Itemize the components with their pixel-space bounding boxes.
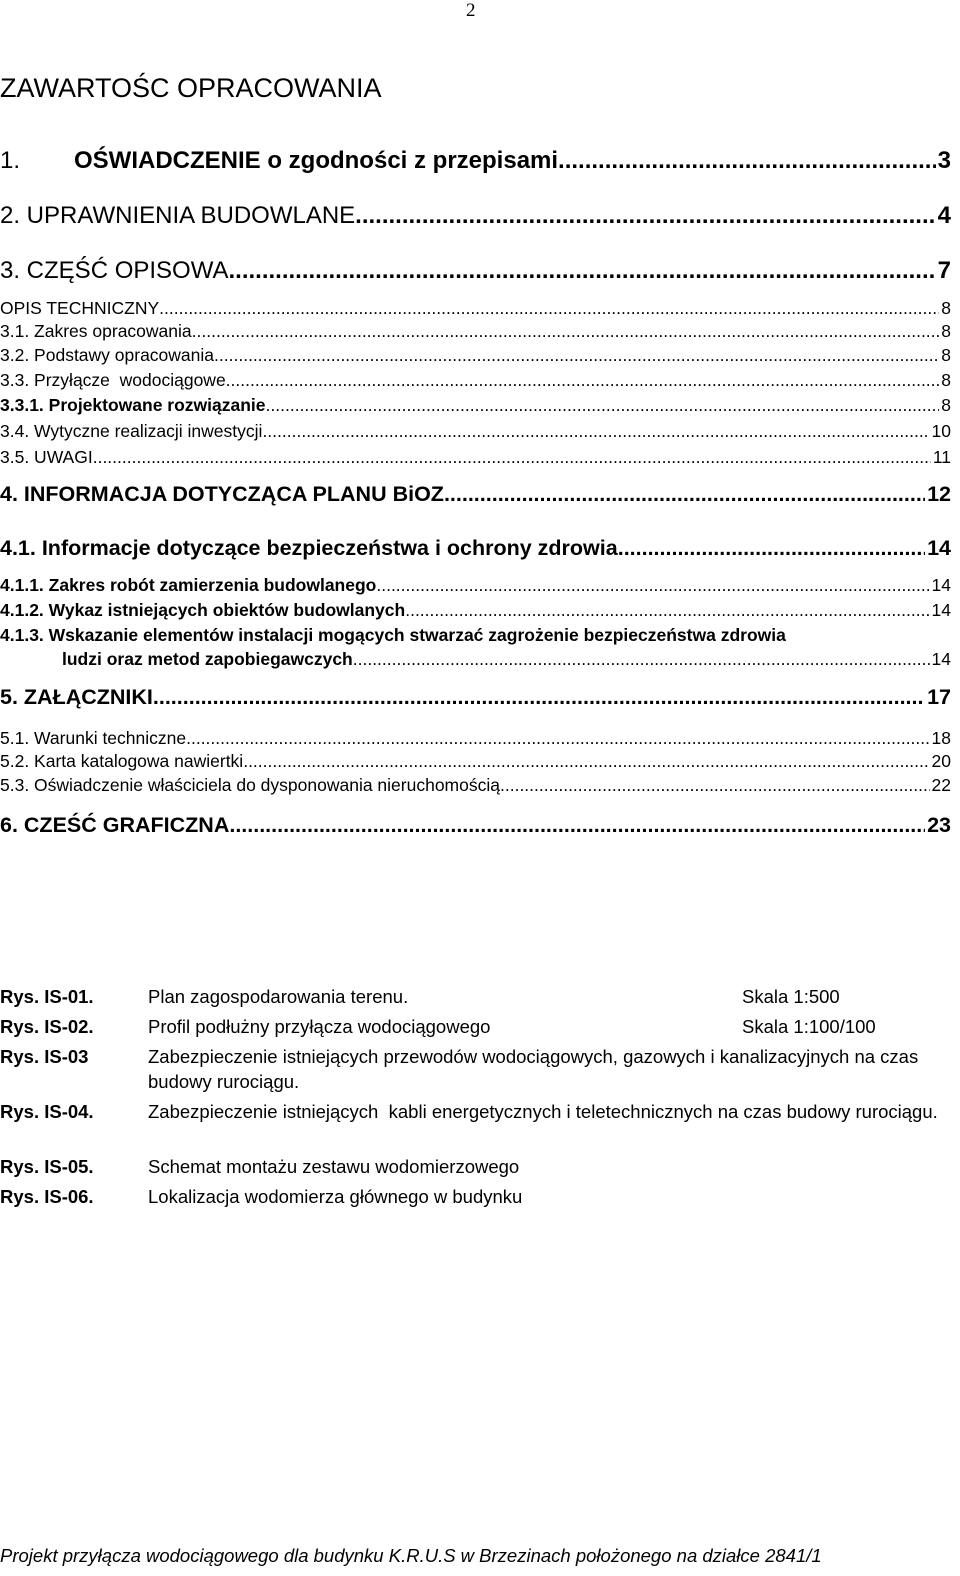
- toc-entry[interactable]: [0, 369, 951, 391]
- drawing-title: Lokalizacja wodomierza głównego w budynku: [148, 1186, 523, 1207]
- toc-entry-text: 6. CZEŚĆ GRAFICZNA: [0, 813, 230, 837]
- toc-leader-dots: [228, 256, 935, 286]
- toc-leader-dots: [226, 369, 940, 391]
- toc-entry-page: 8: [941, 321, 951, 341]
- toc-leader-dots: [214, 344, 939, 366]
- drawing-code: Rys. IS-05.: [0, 1156, 94, 1177]
- toc-leader-dots: [243, 750, 929, 772]
- toc-entry-page: 11: [932, 447, 951, 467]
- toc-entry-page: 20: [931, 751, 951, 771]
- drawing-code: Rys. IS-01.: [0, 986, 94, 1007]
- drawing-title: Schemat montażu zestawu wodomierzowego: [148, 1156, 520, 1177]
- toc-entry-text: 5.2. Karta katalogowa nawiertki: [0, 751, 244, 771]
- toc-entry-page: 3: [937, 147, 951, 174]
- toc-entry-text-continued: ludzi oraz metod zapobiegawczych: [62, 649, 353, 669]
- toc-leader-dots: [376, 574, 929, 596]
- drawing-title: Zabezpieczenie istniejących kabli energetycznych i teletechnicznych na czas budowy rurociągu.: [148, 1101, 938, 1122]
- toc-entry[interactable]: [0, 446, 951, 468]
- toc-entry-text: 3.3. Przyłącze wodociągowe: [0, 370, 226, 390]
- toc-entry[interactable]: [0, 599, 951, 621]
- toc-entry-page: 23: [927, 813, 951, 837]
- toc-entry-page: 8: [941, 345, 951, 365]
- toc-entry[interactable]: [0, 750, 951, 772]
- toc-entry-page: 14: [931, 575, 951, 595]
- drawing-scale: Skala 1:100/100: [742, 1016, 876, 1037]
- toc-entry[interactable]: [0, 480, 951, 508]
- toc-entry-text: 4.1.2. Wykaz istniejących obiektów budowlanych: [0, 600, 406, 620]
- toc-entry[interactable]: [0, 683, 951, 711]
- toc-entry-page: 14: [931, 600, 951, 620]
- toc-entry-text: 3.5. UWAGI: [0, 447, 93, 467]
- toc-leader-dots: [93, 446, 931, 468]
- toc-leader-dots: [186, 727, 929, 749]
- toc-entry-page: 4: [937, 202, 951, 229]
- toc-entry-page: 14: [931, 649, 951, 669]
- toc-leader-dots: [159, 297, 939, 319]
- toc-entry-text: 3.1. Zakres opracowania: [0, 321, 192, 341]
- toc-entry[interactable]: [0, 774, 951, 796]
- toc-entry[interactable]: [0, 320, 951, 342]
- toc-entry[interactable]: [0, 574, 951, 596]
- drawing-code: Rys. IS-06.: [0, 1186, 94, 1207]
- drawing-code: Rys. IS-03: [0, 1046, 89, 1067]
- toc-leader-dots: [558, 146, 936, 176]
- toc-leader-dots: [153, 683, 925, 711]
- toc-entry-text: 4. INFORMACJA DOTYCZĄCA PLANU BiOZ: [0, 482, 444, 506]
- toc-entry-text: 3. CZĘŚĆ OPISOWA: [0, 257, 229, 284]
- toc-entry[interactable]: [0, 394, 951, 416]
- toc-entry-text: OŚWIADCZENIE o zgodności z przepisami: [74, 147, 559, 174]
- drawing-code: Rys. IS-04.: [0, 1101, 94, 1122]
- drawing-title: Zabezpieczenie istniejących przewodów wodociągowych, gazowych i kanalizacyjnych na czas budowy rurociągu.: [148, 1046, 919, 1092]
- toc-entry-text: 3.2. Podstawy opracowania: [0, 345, 215, 365]
- toc-entry-page: 7: [937, 257, 951, 284]
- toc-entry-text: 3.4. Wytyczne realizacji inwestycji: [0, 421, 263, 441]
- toc-leader-dots: [262, 420, 929, 442]
- toc-leader-dots: [229, 811, 925, 839]
- toc-entry-page: 8: [941, 298, 951, 318]
- toc-entry[interactable]: [0, 811, 951, 839]
- drawing-title: Plan zagospodarowania terenu.: [148, 986, 409, 1007]
- toc-entry[interactable]: [0, 344, 951, 366]
- toc-leader-dots: [192, 320, 940, 342]
- toc-entry-page: 8: [941, 370, 951, 390]
- page-number: 2: [466, 0, 476, 21]
- toc-entry-text: 2. UPRAWNIENIA BUDOWLANE: [0, 202, 356, 229]
- toc-entry[interactable]: [0, 146, 951, 176]
- toc-entry-text: 5. ZAŁĄCZNIKI: [0, 685, 153, 709]
- toc-leader-dots: [405, 599, 929, 621]
- toc-entry-text: 4.1. Informacje dotyczące bezpieczeństwa i ochrony zdrowia: [0, 536, 618, 560]
- toc-entry-text: 5.3. Oświadczenie właściciela do dysponowania nieruchomością: [0, 775, 500, 795]
- toc-entry[interactable]: [0, 623, 951, 671]
- toc-entry-number: 1.: [0, 147, 21, 174]
- toc-entry-text: 5.1. Warunki techniczne: [0, 728, 187, 748]
- toc-entry-page: 12: [927, 482, 951, 506]
- toc-entry-page: 17: [927, 685, 951, 709]
- toc-entry[interactable]: [0, 534, 951, 562]
- toc-entry-page: 18: [931, 728, 951, 748]
- toc-entry[interactable]: [0, 256, 951, 286]
- toc-entry-text: 4.1.1. Zakres robót zamierzenia budowlanego: [0, 575, 377, 595]
- toc-entry-text: 4.1.3. Wskazanie elementów instalacji mogących stwarzać zagrożenie bezpieczeństwa zdrowia: [0, 625, 786, 645]
- toc-entry[interactable]: [0, 727, 951, 749]
- drawing-title: Profil podłużny przyłącza wodociągowego: [148, 1016, 491, 1037]
- toc-entry[interactable]: [0, 297, 951, 319]
- toc-leader-dots: [444, 480, 925, 508]
- toc-entry-page: 10: [931, 421, 951, 441]
- toc-leader-dots: [353, 647, 930, 671]
- toc-entry-text: 3.3.1. Projektowane rozwiązanie: [0, 395, 266, 415]
- toc-leader-dots: [500, 774, 930, 796]
- toc-entry[interactable]: [0, 201, 951, 231]
- toc-entry-page: 8: [941, 395, 951, 415]
- document-title: ZAWARTOŚC OPRACOWANIA: [0, 73, 382, 103]
- toc-entry[interactable]: [0, 420, 951, 442]
- toc-leader-dots: [266, 394, 940, 416]
- toc-entry-page: 22: [931, 775, 951, 795]
- drawing-scale: Skala 1:500: [742, 986, 840, 1007]
- drawing-code: Rys. IS-02.: [0, 1016, 94, 1037]
- toc-leader-dots: [355, 201, 935, 231]
- toc-entry-text: OPIS TECHNICZNY: [0, 298, 160, 318]
- toc-leader-dots: [618, 534, 925, 562]
- toc-entry-page: 14: [927, 536, 951, 560]
- page-footer: Projekt przyłącza wodociągowego dla budynku K.R.U.S w Brzezinach położonego na działce 2841/1: [0, 1545, 822, 1566]
